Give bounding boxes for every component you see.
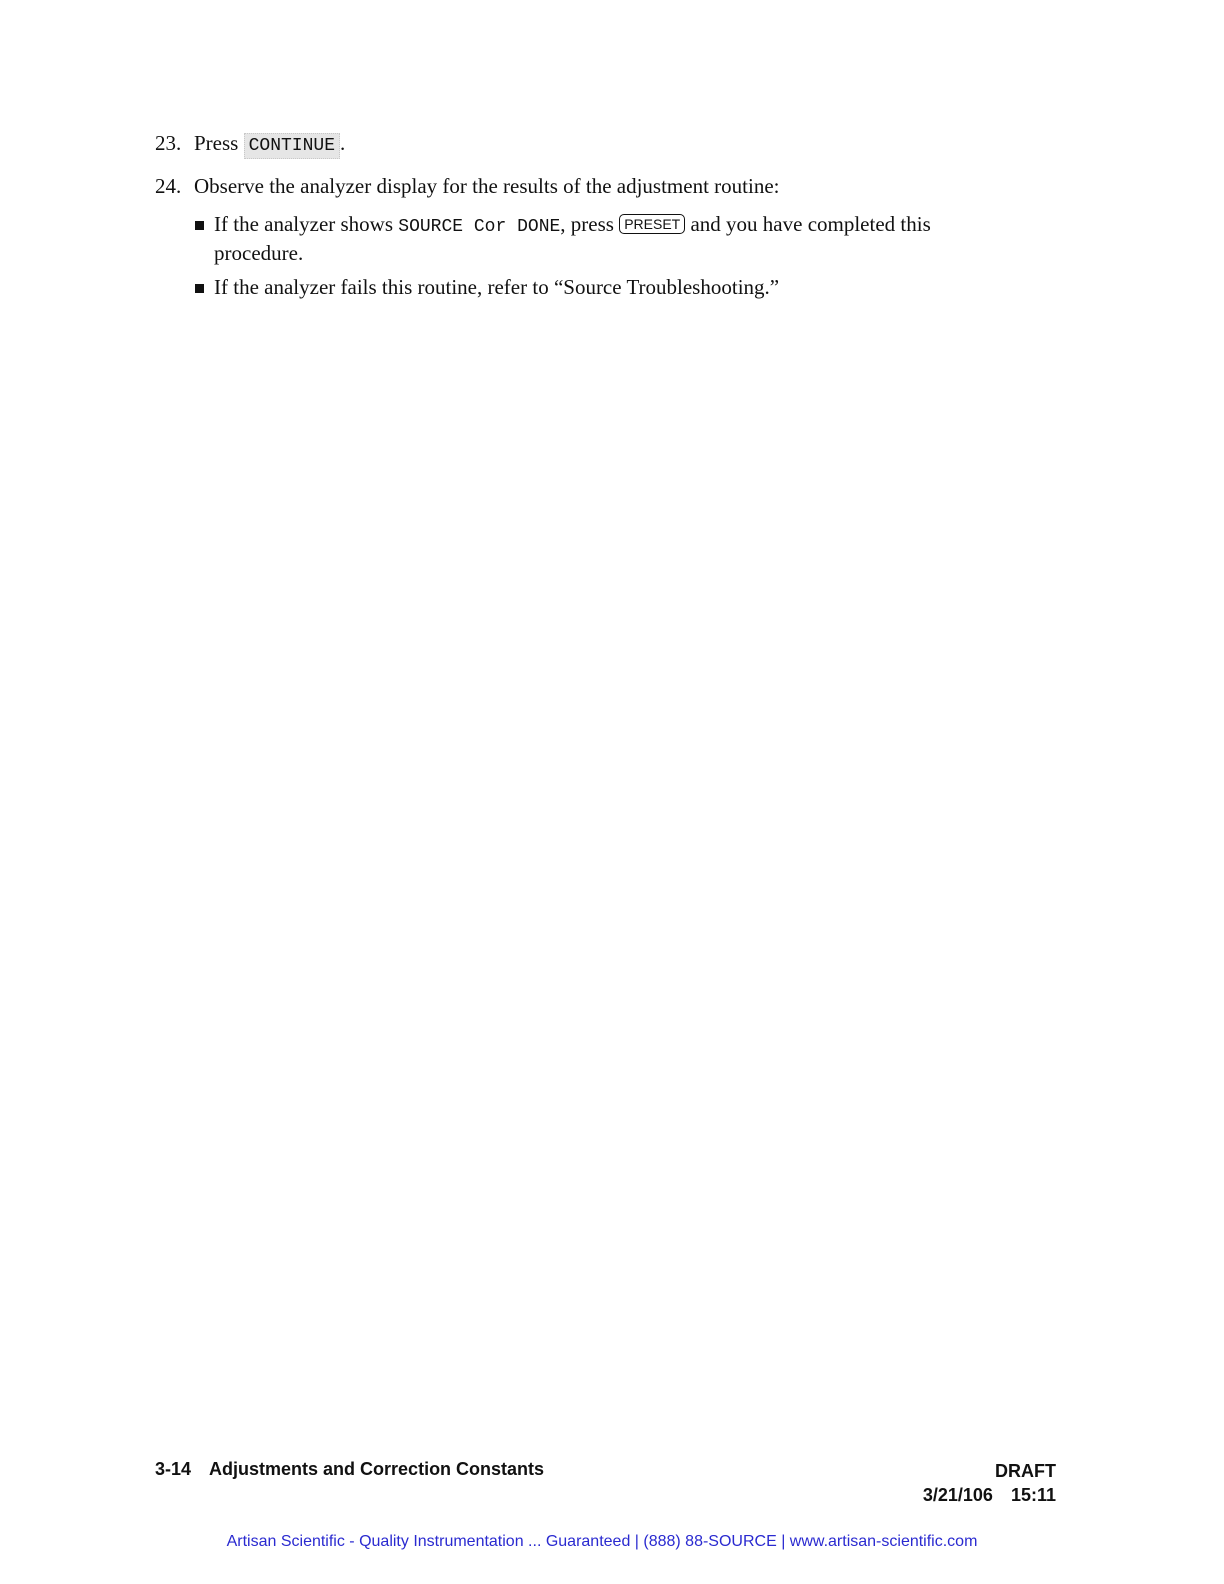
softkey-continue: CONTINUE <box>244 133 340 159</box>
step-text-end: . <box>340 131 346 155</box>
draft-label: DRAFT <box>995 1461 1056 1481</box>
footer-date: 3/21/106 <box>922 1485 993 1505</box>
advertisement-text: Artisan Scientific - Quality Instrumentation ... Guaranteed | (888) 88-SOURCE | www.artisan-scientific.com <box>226 1533 978 1550</box>
display-message: SOURCE Cor DONE <box>398 217 561 237</box>
bullet-text-start: If the analyzer shows <box>214 212 394 236</box>
bullet-text-wrap: procedure. <box>214 241 304 265</box>
page-number: 3-14 <box>155 1459 192 1479</box>
step-text: Observe the analyzer display for the results of the adjustment routine: <box>194 174 780 198</box>
section-title: Adjustments and Correction Constants <box>209 1459 545 1479</box>
bullet-text-mid: , press <box>560 212 614 236</box>
footer-left <box>155 1459 544 1480</box>
footer-right <box>923 1459 1056 1507</box>
footer-datetime <box>923 1483 1056 1507</box>
bullet-text <box>214 211 1034 266</box>
bullet-text-end: and you have completed this <box>690 212 931 236</box>
step-23 <box>155 130 345 159</box>
step-number: 23. <box>155 131 182 155</box>
footer-time: 15:11 <box>1010 1485 1056 1505</box>
step-number: 24. <box>155 174 182 198</box>
hardkey-preset: PRESET <box>619 214 685 234</box>
bullet-square-icon <box>195 221 204 230</box>
step-text: Press <box>194 131 239 155</box>
advertisement-footer <box>0 1533 1224 1551</box>
step-24 <box>155 173 780 199</box>
bullet-square-icon <box>195 284 204 293</box>
bullet-text: If the analyzer fails this routine, refer to “Source Troubleshooting.” <box>214 275 780 299</box>
